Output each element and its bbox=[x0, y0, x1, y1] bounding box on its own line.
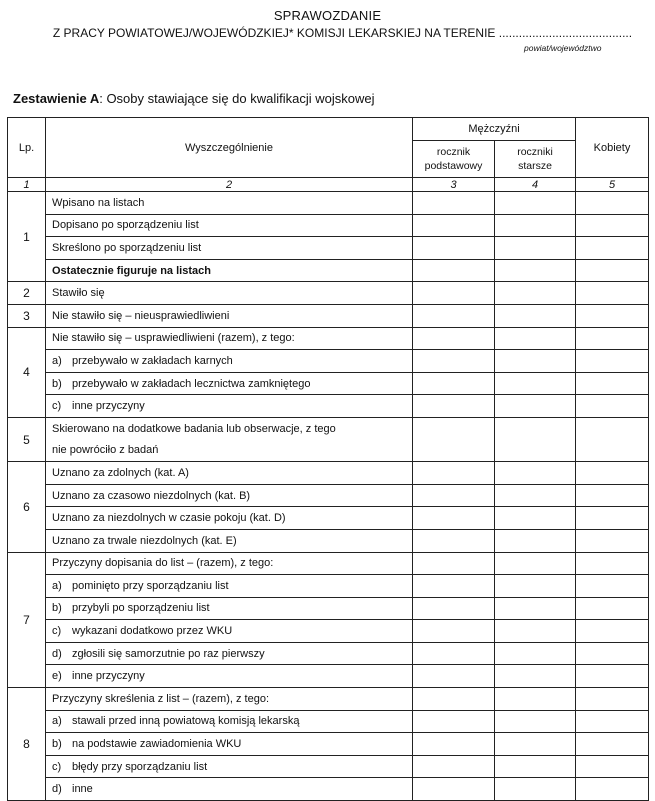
row-number: 5 bbox=[8, 417, 46, 461]
value-cell[interactable] bbox=[576, 259, 649, 282]
index-cell: 1 bbox=[8, 178, 46, 192]
row-number: 6 bbox=[8, 462, 46, 552]
table-row bbox=[8, 192, 649, 215]
table-row bbox=[8, 575, 649, 598]
value-cell[interactable] bbox=[576, 395, 649, 418]
value-cell[interactable] bbox=[495, 575, 576, 598]
row-text: nie powróciło z badań bbox=[52, 444, 159, 457]
value-cell[interactable] bbox=[413, 507, 495, 530]
row-prefix: b) bbox=[52, 602, 62, 615]
header-men: Mężczyźni bbox=[413, 118, 576, 141]
value-cell[interactable] bbox=[495, 372, 576, 395]
report-title: SPRAWOZDANIE bbox=[273, 8, 382, 23]
value-cell[interactable] bbox=[495, 665, 576, 688]
value-cell[interactable] bbox=[413, 372, 495, 395]
table-row bbox=[8, 552, 649, 575]
row-text: Dopisano po sporządzeniu list bbox=[52, 219, 199, 232]
row-description bbox=[46, 575, 413, 598]
value-cell[interactable] bbox=[495, 417, 576, 439]
value-cell[interactable] bbox=[576, 462, 649, 485]
table-row bbox=[8, 440, 649, 462]
table-row bbox=[8, 755, 649, 778]
row-description bbox=[46, 665, 413, 688]
row-text: inne przyczyny bbox=[72, 400, 145, 413]
row-description bbox=[46, 372, 413, 395]
header-lp: Lp. bbox=[8, 118, 46, 178]
report-subtitle: Z PRACY POWIATOWEJ/WOJEWÓDZKIEJ* KOMISJI LEKARSKIEJ NA TERENIE ........................................ bbox=[52, 26, 633, 40]
row-text: Wpisano na listach bbox=[52, 196, 145, 209]
table-row bbox=[8, 507, 649, 530]
row-number: 8 bbox=[8, 688, 46, 801]
report-header bbox=[0, 8, 655, 40]
table-header-row bbox=[8, 118, 649, 141]
row-description bbox=[46, 529, 413, 552]
value-cell[interactable] bbox=[413, 440, 495, 462]
value-cell[interactable] bbox=[576, 665, 649, 688]
value-cell[interactable] bbox=[576, 372, 649, 395]
table-row bbox=[8, 259, 649, 282]
value-cell[interactable] bbox=[495, 395, 576, 418]
row-text: inne bbox=[72, 783, 93, 796]
row-text: Przyczyny skreślenia z list – (razem), z tego: bbox=[52, 692, 270, 705]
section-label: Zestawienie A bbox=[13, 91, 100, 106]
value-cell[interactable] bbox=[576, 192, 649, 215]
table-row bbox=[8, 214, 649, 237]
value-cell[interactable] bbox=[495, 552, 576, 575]
header-women: Kobiety bbox=[576, 118, 649, 178]
value-cell[interactable] bbox=[413, 282, 495, 305]
value-cell[interactable] bbox=[413, 778, 495, 801]
value-cell[interactable] bbox=[576, 417, 649, 439]
row-text: Ostatecznie figuruje na listach bbox=[52, 264, 211, 277]
value-cell[interactable] bbox=[495, 529, 576, 552]
table-row bbox=[8, 665, 649, 688]
value-cell[interactable] bbox=[576, 529, 649, 552]
value-cell[interactable] bbox=[413, 710, 495, 733]
row-number: 4 bbox=[8, 327, 46, 417]
row-prefix: b) bbox=[52, 377, 62, 390]
value-cell[interactable] bbox=[495, 259, 576, 282]
row-text: zgłosili się samorzutnie po raz pierwszy bbox=[72, 647, 265, 660]
row-description bbox=[46, 417, 413, 439]
row-text: przebywało w zakładach karnych bbox=[72, 354, 233, 367]
value-cell[interactable] bbox=[495, 597, 576, 620]
value-cell[interactable] bbox=[495, 192, 576, 215]
index-cell: 3 bbox=[413, 178, 495, 192]
value-cell[interactable] bbox=[576, 282, 649, 305]
value-cell[interactable] bbox=[576, 688, 649, 711]
value-cell[interactable] bbox=[413, 620, 495, 643]
value-cell[interactable] bbox=[413, 417, 495, 439]
row-description bbox=[46, 484, 413, 507]
row-text: na podstawie zawiadomienia WKU bbox=[72, 738, 242, 751]
value-cell[interactable] bbox=[413, 597, 495, 620]
table-row bbox=[8, 484, 649, 507]
row-number: 3 bbox=[8, 304, 46, 327]
value-cell[interactable] bbox=[413, 350, 495, 373]
section-title bbox=[13, 91, 375, 106]
row-description bbox=[46, 350, 413, 373]
value-cell[interactable] bbox=[413, 462, 495, 485]
row-description bbox=[46, 552, 413, 575]
row-description bbox=[46, 778, 413, 801]
report-table bbox=[7, 117, 649, 801]
value-cell[interactable] bbox=[413, 755, 495, 778]
row-prefix: c) bbox=[52, 400, 62, 413]
value-cell[interactable] bbox=[576, 575, 649, 598]
value-cell[interactable] bbox=[576, 642, 649, 665]
row-description bbox=[46, 192, 413, 215]
row-description bbox=[46, 462, 413, 485]
row-description bbox=[46, 259, 413, 282]
table-row bbox=[8, 417, 649, 439]
row-description bbox=[46, 733, 413, 756]
value-cell[interactable] bbox=[413, 665, 495, 688]
row-prefix: a) bbox=[52, 579, 62, 592]
table-row bbox=[8, 395, 649, 418]
row-number: 1 bbox=[8, 192, 46, 282]
row-prefix: b) bbox=[52, 738, 62, 751]
value-cell[interactable] bbox=[413, 642, 495, 665]
value-cell[interactable] bbox=[413, 688, 495, 711]
row-description bbox=[46, 304, 413, 327]
row-description bbox=[46, 755, 413, 778]
column-index-row bbox=[8, 178, 649, 192]
table-row bbox=[8, 529, 649, 552]
row-text: Uznano za zdolnych (kat. A) bbox=[52, 466, 189, 479]
table-row bbox=[8, 688, 649, 711]
table-row bbox=[8, 327, 649, 350]
row-text: Nie stawiło się – usprawiedliwieni (razem), z tego: bbox=[52, 332, 295, 345]
row-text: Skierowano na dodatkowe badania lub obserwacje, z tego bbox=[52, 422, 336, 435]
row-prefix: a) bbox=[52, 715, 62, 728]
table-row bbox=[8, 350, 649, 373]
table-row bbox=[8, 620, 649, 643]
value-cell[interactable] bbox=[576, 710, 649, 733]
value-cell[interactable] bbox=[576, 214, 649, 237]
row-prefix: d) bbox=[52, 783, 62, 796]
value-cell[interactable] bbox=[495, 327, 576, 350]
row-description bbox=[46, 327, 413, 350]
index-cell: 2 bbox=[46, 178, 413, 192]
row-description bbox=[46, 620, 413, 643]
row-text: wykazani dodatkowo przez WKU bbox=[72, 625, 233, 638]
value-cell[interactable] bbox=[495, 620, 576, 643]
region-note: powiat/województwo bbox=[524, 43, 602, 53]
row-text: Przyczyny dopisania do list – (razem), z tego: bbox=[52, 557, 274, 570]
row-number: 2 bbox=[8, 282, 46, 305]
value-cell[interactable] bbox=[495, 350, 576, 373]
value-cell[interactable] bbox=[576, 597, 649, 620]
row-prefix: d) bbox=[52, 647, 62, 660]
row-description bbox=[46, 507, 413, 530]
value-cell[interactable] bbox=[576, 484, 649, 507]
header-men-basic: rocznik podstawowy bbox=[413, 141, 495, 178]
value-cell[interactable] bbox=[495, 282, 576, 305]
value-cell[interactable] bbox=[413, 192, 495, 215]
value-cell[interactable] bbox=[576, 755, 649, 778]
value-cell[interactable] bbox=[495, 755, 576, 778]
header-description: Wyszczególnienie bbox=[46, 118, 413, 178]
row-description bbox=[46, 688, 413, 711]
value-cell[interactable] bbox=[495, 733, 576, 756]
row-text: Stawiło się bbox=[52, 287, 105, 300]
value-cell[interactable] bbox=[495, 484, 576, 507]
table-row bbox=[8, 462, 649, 485]
index-cell: 4 bbox=[495, 178, 576, 192]
row-text: Skreślono po sporządzeniu list bbox=[52, 241, 202, 254]
value-cell[interactable] bbox=[413, 575, 495, 598]
row-text: Uznano za niezdolnych w czasie pokoju (kat. D) bbox=[52, 512, 286, 525]
value-cell[interactable] bbox=[576, 350, 649, 373]
value-cell[interactable] bbox=[576, 304, 649, 327]
value-cell[interactable] bbox=[495, 214, 576, 237]
value-cell[interactable] bbox=[495, 710, 576, 733]
value-cell[interactable] bbox=[413, 552, 495, 575]
row-prefix: c) bbox=[52, 760, 62, 773]
row-text: pominięto przy sporządzaniu list bbox=[72, 579, 229, 592]
table-row bbox=[8, 372, 649, 395]
row-text: inne przyczyny bbox=[72, 670, 145, 683]
value-cell[interactable] bbox=[495, 440, 576, 462]
row-text: stawali przed inną powiatową komisją lekarską bbox=[72, 715, 300, 728]
value-cell[interactable] bbox=[413, 529, 495, 552]
row-description bbox=[46, 642, 413, 665]
row-prefix: e) bbox=[52, 670, 62, 683]
value-cell[interactable] bbox=[576, 733, 649, 756]
table-row bbox=[8, 304, 649, 327]
row-description bbox=[46, 395, 413, 418]
value-cell[interactable] bbox=[413, 304, 495, 327]
value-cell[interactable] bbox=[413, 237, 495, 260]
table-row bbox=[8, 778, 649, 801]
row-text: Uznano za czasowo niezdolnych (kat. B) bbox=[52, 489, 251, 502]
row-description bbox=[46, 237, 413, 260]
row-text: przybyli po sporządzeniu list bbox=[72, 602, 210, 615]
value-cell[interactable] bbox=[576, 507, 649, 530]
value-cell[interactable] bbox=[495, 237, 576, 260]
value-cell[interactable] bbox=[576, 552, 649, 575]
value-cell[interactable] bbox=[413, 484, 495, 507]
header-men-older: roczniki starsze bbox=[495, 141, 576, 178]
row-text: błędy przy sporządzaniu list bbox=[72, 760, 208, 773]
value-cell[interactable] bbox=[413, 733, 495, 756]
row-prefix: a) bbox=[52, 354, 62, 367]
table-row bbox=[8, 710, 649, 733]
value-cell[interactable] bbox=[413, 214, 495, 237]
table-row bbox=[8, 642, 649, 665]
value-cell[interactable] bbox=[495, 462, 576, 485]
row-description bbox=[46, 440, 413, 462]
table-row bbox=[8, 282, 649, 305]
value-cell[interactable] bbox=[495, 642, 576, 665]
table-row bbox=[8, 597, 649, 620]
value-cell[interactable] bbox=[413, 259, 495, 282]
value-cell[interactable] bbox=[576, 620, 649, 643]
value-cell[interactable] bbox=[413, 395, 495, 418]
value-cell[interactable] bbox=[495, 778, 576, 801]
value-cell[interactable] bbox=[576, 327, 649, 350]
index-cell: 5 bbox=[576, 178, 649, 192]
table-row bbox=[8, 237, 649, 260]
row-description bbox=[46, 597, 413, 620]
row-description bbox=[46, 710, 413, 733]
value-cell[interactable] bbox=[495, 304, 576, 327]
value-cell[interactable] bbox=[576, 237, 649, 260]
row-number: 7 bbox=[8, 552, 46, 688]
value-cell[interactable] bbox=[576, 778, 649, 801]
row-description bbox=[46, 282, 413, 305]
row-description bbox=[46, 214, 413, 237]
row-text: Nie stawiło się – nieusprawiedliwieni bbox=[52, 309, 230, 322]
table-row bbox=[8, 733, 649, 756]
row-prefix: c) bbox=[52, 625, 62, 638]
value-cell[interactable] bbox=[495, 507, 576, 530]
value-cell[interactable] bbox=[576, 440, 649, 462]
section-text: : Osoby stawiające się do kwalifikacji wojskowej bbox=[99, 91, 375, 106]
value-cell[interactable] bbox=[413, 327, 495, 350]
value-cell[interactable] bbox=[495, 688, 576, 711]
row-text: przebywało w zakładach lecznictwa zamkniętego bbox=[72, 377, 311, 390]
row-text: Uznano za trwale niezdolnych (kat. E) bbox=[52, 534, 237, 547]
